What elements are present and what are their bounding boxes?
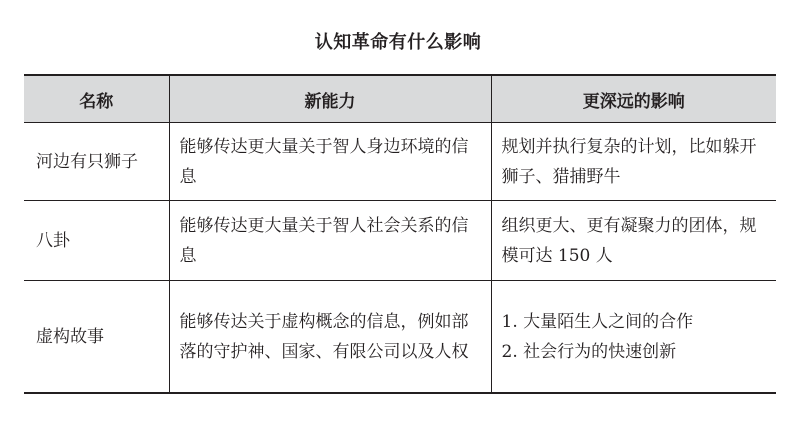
table-row [24, 123, 776, 201]
impact-list-item: 1. 大量陌生人之间的合作 [501, 311, 694, 332]
row-name-cell: 八卦 [24, 201, 169, 281]
row-ability-cell: 能够传达更大量关于智人身边环境的信息 [169, 123, 491, 201]
table-header-row [24, 75, 776, 123]
header-name: 名称 [24, 75, 169, 123]
impact-list [502, 307, 771, 367]
row-name-cell: 河边有只狮子 [24, 123, 169, 201]
row-impact-cell: 规划并执行复杂的计划，比如躲开狮子、猎捕野牛 [491, 123, 776, 201]
row-ability-cell: 能够传达更大量关于智人社会关系的信息 [169, 201, 491, 281]
row-impact-cell [491, 281, 776, 394]
cognitive-revolution-table [24, 74, 776, 394]
table-row [24, 201, 776, 281]
header-new-ability: 新能力 [169, 75, 491, 123]
row-ability-cell: 能够传达关于虚构概念的信息，例如部落的守护神、国家、有限公司以及人权 [169, 281, 491, 394]
table-row [24, 281, 776, 394]
page-title: 认知革命有什么影响 [314, 32, 482, 53]
row-impact-cell: 组织更大、更有凝聚力的团体，规模可达 150 人 [491, 201, 776, 281]
row-name-cell: 虚构故事 [24, 281, 169, 394]
header-deeper-impact: 更深远的影响 [491, 75, 776, 123]
impact-list-item: 2. 社会行为的快速创新 [501, 341, 677, 362]
